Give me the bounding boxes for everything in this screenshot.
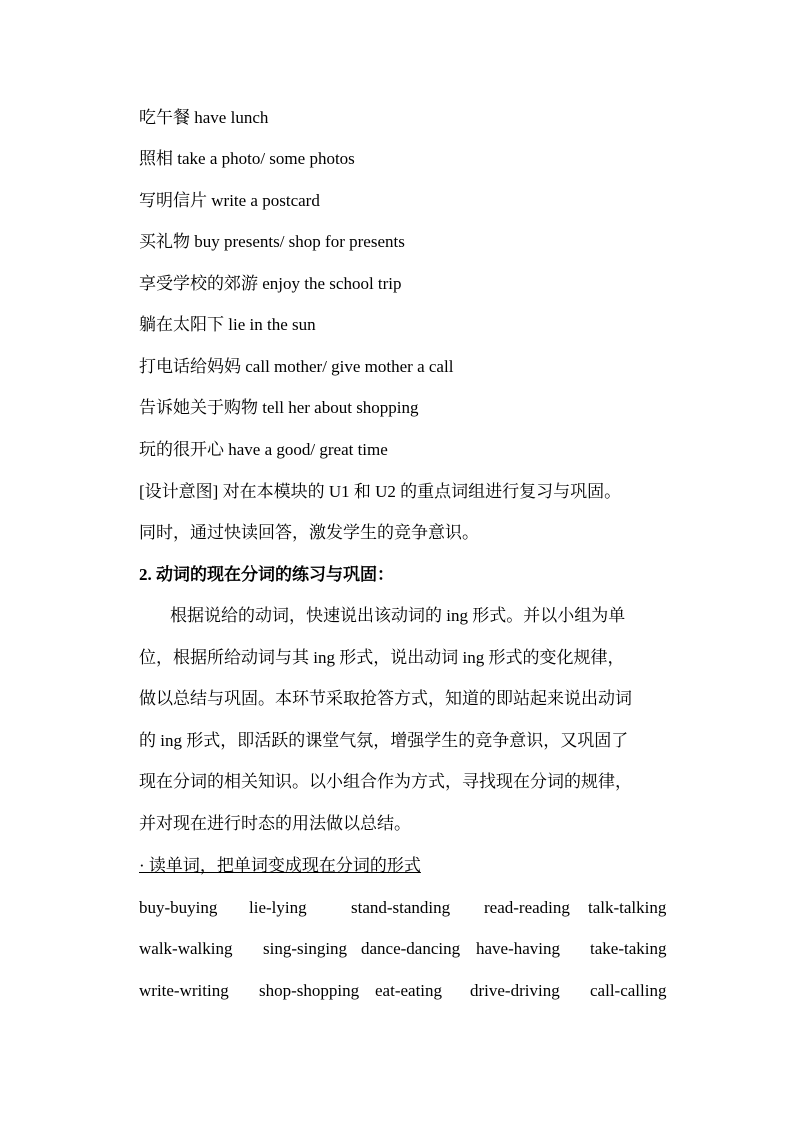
word-pair: eat-eating (375, 981, 443, 1000)
phrase-line: 写明信片 write a postcard (139, 191, 320, 210)
word-row (139, 980, 679, 1002)
word-pair: buy-buying (139, 898, 218, 917)
paragraph-line: 做以总结与巩固。本环节采取抢答方式，知道的即站起来说出动词 (139, 689, 632, 708)
phrase-line: 玩的很开心 have a good/ great time (139, 440, 388, 459)
paragraph-line: 位，根据所给动词与其 ing 形式，说出动词 ing 形式的变化规律， (139, 648, 625, 667)
phrase-line: 吃午餐 have lunch (139, 108, 269, 127)
word-pair: drive-driving (470, 981, 560, 1000)
word-pair: walk-walking (139, 939, 233, 958)
word-row (139, 938, 679, 960)
phrase-line: 躺在太阳下 lie in the sun (139, 315, 316, 334)
word-row (139, 897, 679, 919)
phrase-line: 买礼物 buy presents/ shop for presents (139, 232, 405, 251)
word-pair: have-having (476, 939, 561, 958)
paragraph-line: 并对现在进行时态的用法做以总结。 (139, 814, 411, 833)
paragraph-line: 根据说给的动词，快速说出该动词的 ing 形式。并以小组为单 (170, 606, 626, 625)
paragraph-line: 现在分词的相关知识。以小组合作为方式，寻找现在分词的规律， (139, 772, 632, 791)
phrase-line: 告诉她关于购物 tell her about shopping (139, 398, 419, 417)
word-pair: dance-dancing (361, 939, 461, 958)
word-pair: sing-singing (263, 939, 348, 958)
phrase-line: 照相 take a photo/ some photos (139, 149, 355, 168)
section-2-heading: 2. 动词的现在分词的练习与巩固： (139, 565, 394, 584)
word-pair: stand-standing (351, 898, 451, 917)
word-pair: lie-lying (249, 898, 307, 917)
word-pair: talk-talking (588, 898, 667, 917)
word-pair: shop-shopping (259, 981, 360, 1000)
word-pair: write-writing (139, 981, 229, 1000)
word-pair: take-taking (590, 939, 667, 958)
phrase-line: 打电话给妈妈 call mother/ give mother a call (139, 357, 454, 376)
design-intent-line-1: [设计意图] 对在本模块的 U1 和 U2 的重点词组进行复习与巩固。 (139, 482, 622, 501)
paragraph-line: 的 ing 形式，即活跃的课堂气氛，增强学生的竞争意识，又巩固了 (139, 731, 629, 750)
bullet-instruction: · 读单词，把单词变成现在分词的形式 (139, 856, 421, 875)
word-pair: call-calling (590, 981, 667, 1000)
phrase-line: 享受学校的郊游 enjoy the school trip (139, 274, 402, 293)
design-intent-line-2: 同时，通过快读回答，激发学生的竞争意识。 (139, 523, 479, 542)
word-pair: read-reading (484, 898, 570, 917)
